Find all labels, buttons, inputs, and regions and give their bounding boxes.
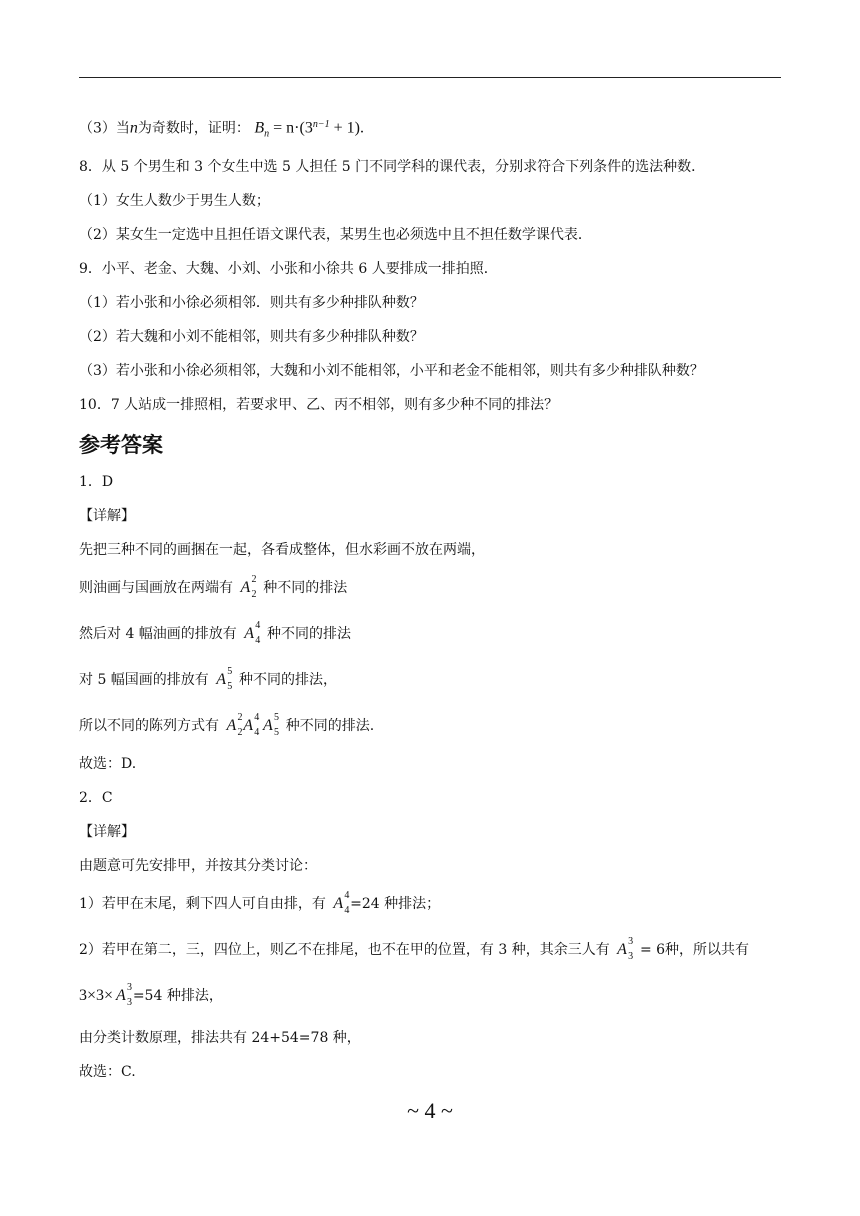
answer-1-choice: 1．D xyxy=(79,474,114,490)
answer-2-detail-label: 【详解】 xyxy=(79,824,135,840)
q7-part3: （3）当n为奇数时，证明： $B_n = n\cdot(3^{n-1} + 1)$. xyxy=(79,119,364,140)
answer-1-line4: 对 5 幅国画的排放有 A 5 5 种不同的排法， xyxy=(79,666,338,692)
answer-2-line5: 由分类计数原理，排法共有 24+54=78 种， xyxy=(79,1030,361,1046)
question-9: 9．小平、老金、大魏、小刘、小张和小徐共 6 人要排成一排拍照． xyxy=(79,261,498,277)
answer-2-line3: 2）若甲在第二，三，四位上，则乙不在排尾，也不在甲的位置，有 3 种，其余三人有 A 3 3 = 6种，所以共有 xyxy=(79,936,750,962)
question-10: 10．7 人站成一排照相，若要求甲、乙、丙不相邻，则有多少种不同的排法？ xyxy=(79,397,559,413)
perm-A55: A 5 5 xyxy=(216,666,233,692)
answer-2-line1: 由题意可先安排甲，并按其分类讨论： xyxy=(79,858,317,874)
perm-A55-product: A 5 5 xyxy=(263,712,280,738)
answer-1-line1: 先把三种不同的画捆在一起，各看成整体，但水彩画不放在两端， xyxy=(79,542,485,558)
formula-B: B xyxy=(254,119,265,137)
question-9-part2: （2）若大魏和小刘不能相邻，则共有多少种排队种数？ xyxy=(79,329,424,345)
question-8-part2: （2）某女生一定选中且担任语文课代表，某男生也必须选中且不担任数学课代表． xyxy=(79,227,592,243)
answer-2-line2: 1）若甲在末尾，剩下四人可自由排，有 A 4 4 =24 种排法； xyxy=(79,890,441,916)
answer-2-conclusion: 故选：C. xyxy=(79,1064,136,1080)
question-8: 8．从 5 个男生和 3 个女生中选 5 人担任 5 门不同学科的课代表，分别求符合下列条件的选法种数． xyxy=(79,159,706,175)
perm-A44-b: A 4 4 xyxy=(333,890,350,916)
header-rule xyxy=(79,77,781,78)
question-9-part1: （1）若小张和小徐必须相邻．则共有多少种排队种数？ xyxy=(79,295,424,311)
answer-1-line2: 则油画与国画放在两端有 A 2 2 种不同的排法 xyxy=(79,574,348,600)
answer-2-choice: 2．C xyxy=(79,790,113,806)
question-8-part1: （1）女生人数少于男生人数； xyxy=(79,193,270,209)
perm-A33-b: A 3 3 xyxy=(116,982,133,1008)
page-number: ~ 4 ~ xyxy=(407,1098,453,1123)
answer-2-line4: 3×3× A 3 3 =54 种排法， xyxy=(79,982,223,1008)
perm-A22-product: A 2 2 xyxy=(226,712,243,738)
answer-1-conclusion: 故选：D. xyxy=(79,756,137,772)
answer-1-line5: 所以不同的陈列方式有 A 2 2 A 4 4 A 5 5 种不同的排法. xyxy=(79,712,375,738)
perm-A33: A 3 3 xyxy=(617,936,634,962)
answers-heading: 参考答案 xyxy=(79,433,163,457)
question-9-part3: （3）若小张和小徐必须相邻，大魏和小刘不能相邻，小平和老金不能相邻，则共有多少种排队种数？ xyxy=(79,363,704,379)
answer-1-line3: 然后对 4 幅油画的排放有 A 4 4 种不同的排法 xyxy=(79,620,352,646)
perm-A44: A 4 4 xyxy=(244,620,261,646)
answer-1-detail-label: 【详解】 xyxy=(79,508,135,524)
perm-A22: A 2 2 xyxy=(240,574,257,600)
perm-A44-product: A 4 4 xyxy=(243,712,260,738)
